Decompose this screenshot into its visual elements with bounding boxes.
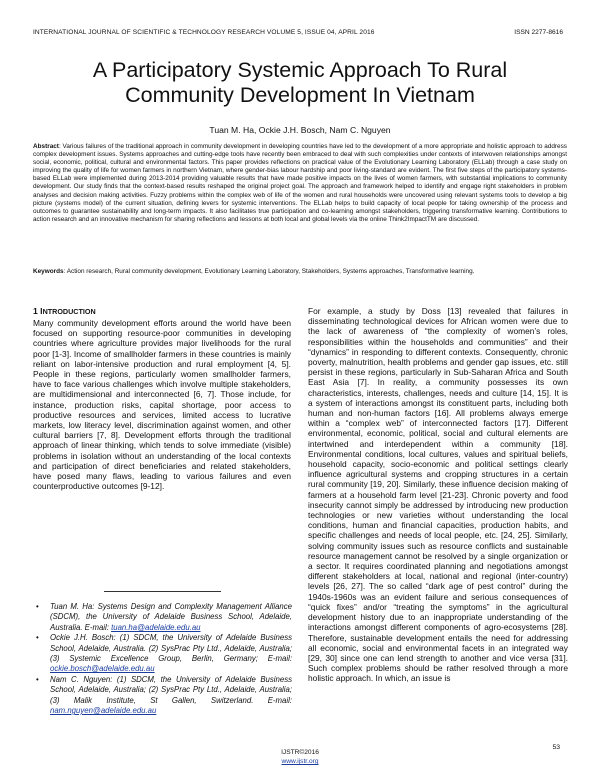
footnote-text: Tuan M. Ha: Systems Design and Complexity Management Alliance (SDCM), the University of Adelaide Business School, Adelaide, Australia. E-mail: bbox=[50, 602, 292, 632]
journal-url-link[interactable]: www.ijstr.org bbox=[281, 758, 319, 765]
right-body-text: For example, a study by Doss [13] revealed that failures in disseminating technological devices for African women were due to the lack of awareness of “the complexity of women’s roles, responsibilities within the households and communities” and their “dynamics” in responding to different contexts. Consequently, chronic poverty, malnutrition, health problems and gender gap issues, etc. still persist in these regions, particularly in Sub-Saharan Africa and South East Asia [7]. In reality, a community possesses its own characteristics, interests, challenges, needs and culture [14, 15]. It is a system of interactions amongst its constituent parts, including both human and non-human factors [16]. All problems always emerge within a “complex web” of interconnected factors [17]. Different environmental, economic, political, social and cultural elements are intertwined and interdependent within a community [18]. Environmental conditions, local cultures, values and spiritual beliefs, household capacity, socio-economic and political settings clearly influence agricultural systems and cropping structures in a certain rural community [19, 20]. Similarly, these influence decision making of farmers at a household farm level [21-23]. Chronic poverty and food insecurity cannot simply be addressed by introducing new production technologies or new varieties without understanding the local conditions, human and financial capacities, production habits, and specific challenges and needs of local people, etc. [24, 25]. Similarly, solving community issues such as resource conflicts and sustainable resource management cannot be resolved by a single organization or a sector. It requires coordinated planning and negotiations amongst different stakeholders at local, national and regional (inter-country) levels [26, 27]. The so called “dark age of pest control” during the 1940s-1960s was an evident failure and serious consequences of “quick fixes” and/or “treating the symptoms” in the agricultural development history due to an inappropriate understanding of the interactions amongst different components of agro-ecosystems [28]. Therefore, sustainable development entails the need for addressing all economic, social and environmental facets in an integrated way [29, 30] since one can lend strength to another and vice versa [31]. Such complex problems should be rather resolved through a more holistic approach. In which, an issue is bbox=[308, 306, 568, 684]
footnote-divider bbox=[104, 591, 221, 592]
email-link[interactable]: tuan.ha@adelaide.edu.au bbox=[111, 622, 201, 632]
author-footnotes bbox=[36, 602, 292, 716]
keywords-label: Keywords bbox=[33, 268, 64, 275]
issn-header: ISSN 2277-8616 bbox=[514, 29, 563, 36]
section-title-rest: NTRODUCTION bbox=[42, 307, 96, 316]
footnote-item bbox=[36, 602, 292, 633]
right-column bbox=[308, 306, 568, 684]
footnote-text: Ockie J.H. Bosch: (1) SDCM, the University of Adelaide Business School, Adelaide, Australia. (2) SysPrac Pty Ltd., Adelaide, Australia; (3) Systemic Excellence Group, Berlin, Germany; E-mail: bbox=[50, 633, 292, 664]
section-heading bbox=[33, 306, 291, 317]
journal-header: INTERNATIONAL JOURNAL OF SCIENTIFIC & TECHNOLOGY RESEARCH VOLUME 5, ISSUE 04, APRIL 2016 bbox=[33, 29, 375, 36]
journal-code: IJSTR©2016 bbox=[281, 749, 319, 756]
left-column bbox=[33, 306, 291, 491]
abstract-label: Abstract bbox=[33, 143, 59, 150]
keywords bbox=[33, 268, 567, 276]
footnote-item bbox=[36, 675, 292, 717]
author-list: Tuan M. Ha, Ockie J.H. Bosch, Nam C. Nguyen bbox=[209, 125, 391, 135]
page-number: 53 bbox=[552, 744, 560, 751]
bullet-icon: • bbox=[36, 633, 39, 643]
bullet-icon: • bbox=[36, 602, 39, 611]
footnote-item bbox=[36, 633, 292, 675]
section-initial: I bbox=[40, 306, 43, 316]
email-link[interactable]: ockie.bosch@adelaide.edu.au bbox=[50, 664, 155, 674]
paper-title: A Participatory Systemic Approach To Rural Community Development In Vietnam bbox=[92, 58, 508, 107]
section-number: 1 bbox=[33, 306, 41, 316]
abstract-text: : Various failures of the traditional approach in community development in developing countries have led to the development of a more appropriate and holistic approach to address complex development issues. Systems approaches and cutting-edge tools have recently been embraced to deal with such complexities under contexts of interwoven relationships amongst social, economic, political, cultural and environmental factors. This paper provides reflections on practical value of the Evolutionary Learning Laboratory (ELLab) through a case study on improving the quality of life for women farmers in northern Vietnam, where gender-bias labour hardship and poor living-standard are evident. The first five steps of the participatory systems-based ELLab were implemented during 2013-2014 providing valuable results that have made positive impacts on the lives of women farmers, with substantial implications to community development. Our study finds that the context-based results reshaped the original project goal. The approach and framework helped to identify and engage right stakeholders in problem analyses and decision making activities. Fuzzy problems within the complex web of life of the women and rural households were uncovered using relevant systems tools to develop a big picture (systems model) of the current situation, defining levers for systemic interventions. The ELLab helps to build capacity of local people for taking ownership of the process and outcomes to guarantee sustainability and long-term impacts. It also facilitates true participation and co-learning amongst stakeholders, triggering transformative learning. Contributions to action research and an innovative mechanism for sharing reflections and lessons at both local and global levels via the online Think2ImpactTM are discussed. bbox=[33, 143, 567, 223]
page-footer bbox=[0, 748, 600, 766]
keywords-text: : Action research, Rural community development, Evolutionary Learning Laboratory, Stakeholders, Systems approaches, Transformative learning. bbox=[63, 268, 475, 275]
email-link[interactable]: nam.nguyen@adelaide.edu.au bbox=[50, 706, 157, 716]
bullet-icon: • bbox=[36, 674, 39, 684]
left-body-text: Many community development efforts around the world have been focused on supporting resource-poor communities in developing countries where agriculture provides major livelihoods for the rural poor [1-3]. Income of smallholder farmers in these countries is mainly reliant on labor-intensive production and rural employment [4, 5]. People in these regions, particularly women smallholder farmers, have to face various challenges which involve multiple stakeholders, are multidimensional and interconnected [6, 7]. Those include, for instance, production risks, capital shortage, poor access to productive resources and services, limited access to lucrative markets, low literacy level, discrimination against women, and other cultural barriers [7, 8]. Development efforts through the traditional approach of linear thinking, which tends to solve immediate (visible) problems in isolation without an understanding of the local contexts and participation of direct beneficiaries and related stakeholders, have posed many flaws, leading to various failures and even counterproductive outcomes [9-12]. bbox=[33, 318, 291, 492]
footnote-text: Nam C. Nguyen: (1) SDCM, the University of Adelaide Business School, Adelaide, Australia; (2) SysPrac Pty Ltd., Adelaide, Australia; (3) Malik Institute, St Gallen, Switzerland. E-mail: bbox=[50, 674, 292, 705]
abstract bbox=[33, 143, 567, 224]
